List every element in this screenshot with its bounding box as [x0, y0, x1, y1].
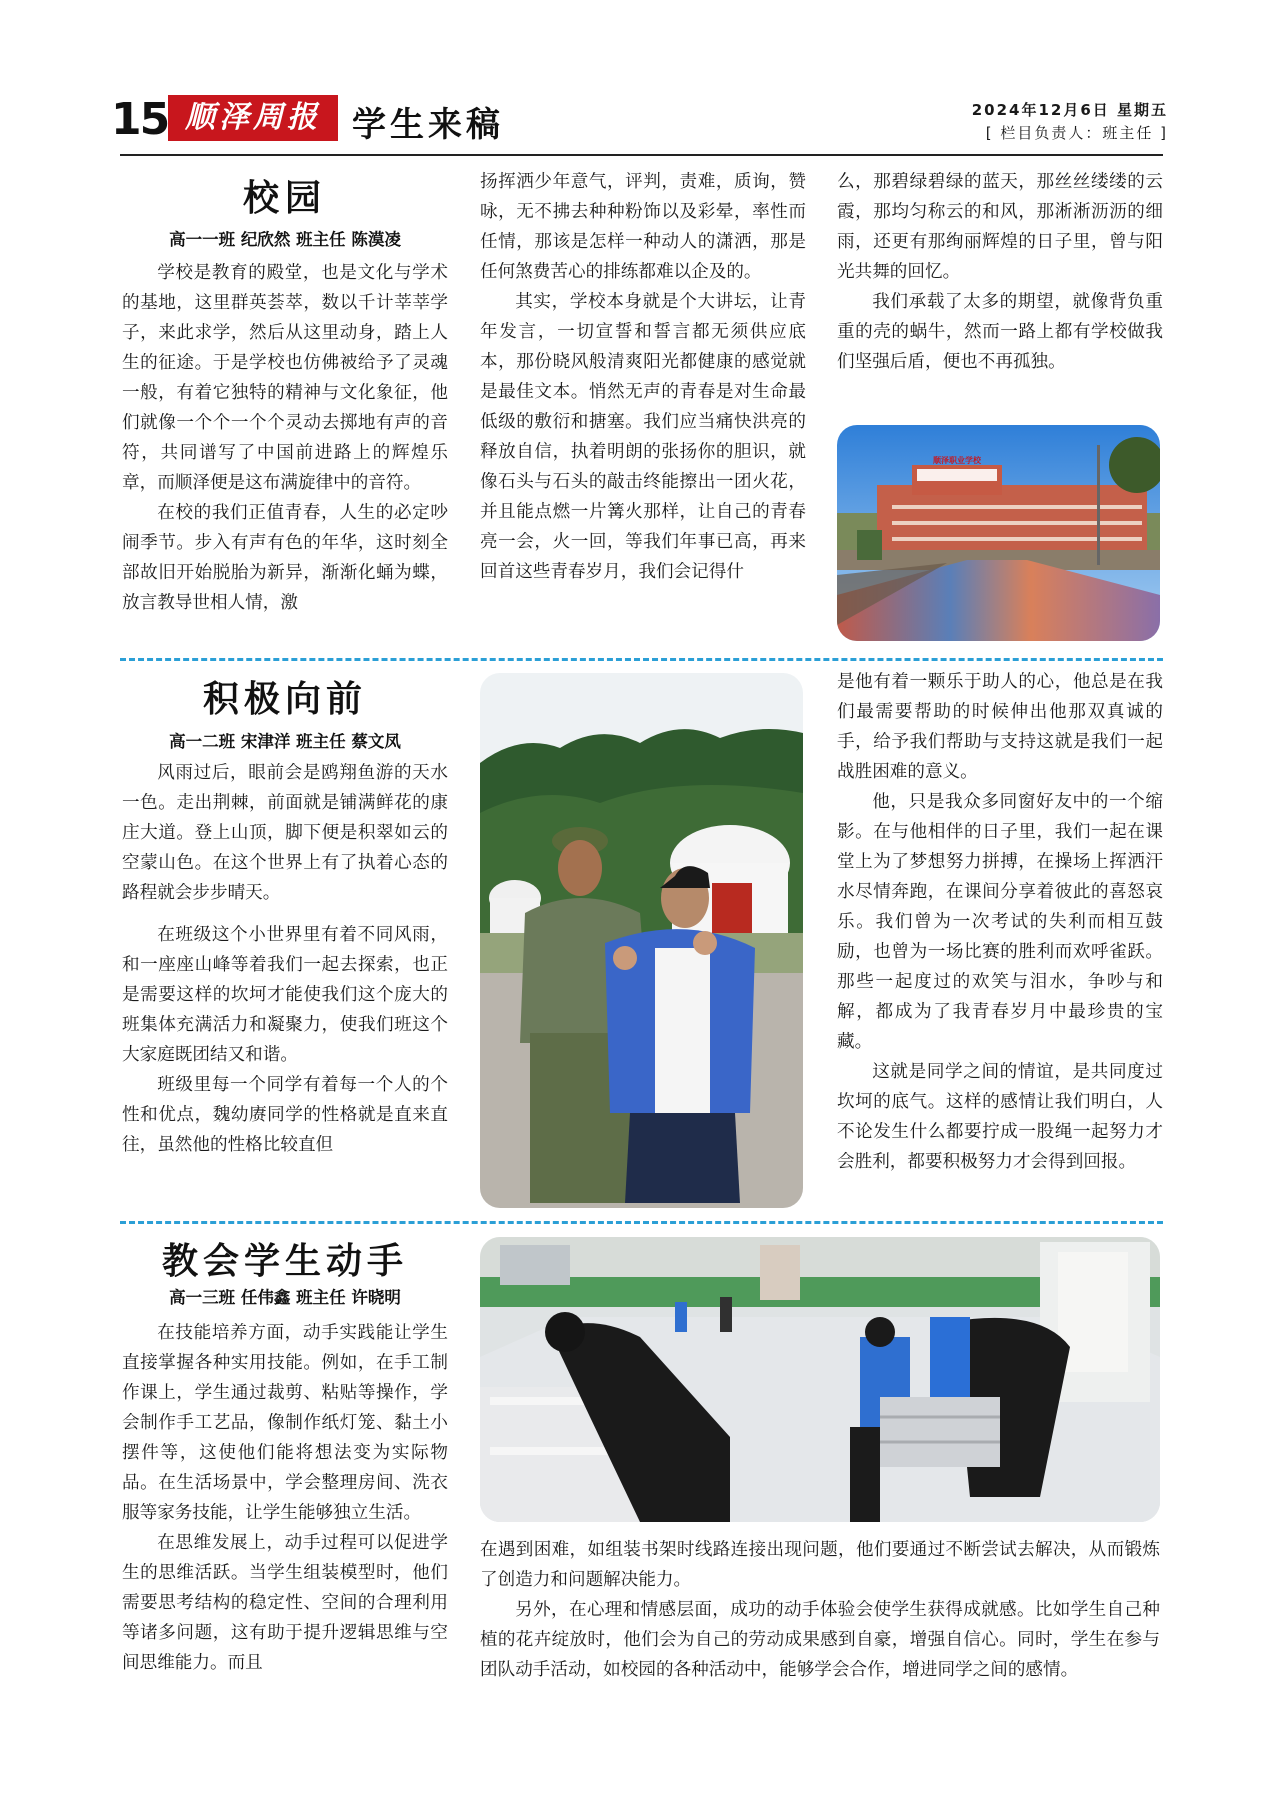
article-3-column-2: [480, 1535, 1160, 1685]
section-title: 学生来稿: [352, 105, 504, 145]
paragraph: 在思维发展上，动手过程可以促进学生的思维活跃。当学生组装模型时，他们需要思考结构的稳定性、空间的合理利用等诸多问题，这有助于提升逻辑思维与空间思维能力。而且: [122, 1533, 448, 1673]
paragraph: 在遇到困难，如组装书架时线路连接出现问题，他们要通过不断尝试去解决，从而锻炼了创造力和问题解决能力。: [480, 1540, 1160, 1590]
article-2-byline: 高一二班 宋津洋 班主任 蔡文凤: [169, 732, 401, 751]
paragraph: 在班级这个小世界里有着不同风雨，和一座座山峰等着我们一起去探索，也正是需要这样的坎坷才能使我们这个庞大的班集体充满活力和凝聚力，使我们班这个大家庭既团结又和谐。: [122, 925, 448, 1065]
paragraph: 其实，学校本身就是个大讲坛，让青年发言，一切宣誓和誓言都无须供应底本，那份晓风般清爽阳光都健康的感觉就是最佳文本。悄然无声的青春是对生命最低级的敷衍和搪塞。我们应当痛快洪亮的释放自信，执着明朗的张扬你的胆识，就像石头与石头的敲击终能擦出一团火花，并且能点燃一片篝火那样，让自己的青春亮一会，火一回，等我们年事已高，再来回首这些青春岁月，我们会记得什: [480, 292, 806, 582]
article-3-column-1: [122, 1318, 448, 1678]
paragraph: 么，那碧绿碧绿的蓝天，那丝丝缕缕的云霞，那均匀称云的和风，那淅淅沥沥的细雨，还更有那绚丽辉煌的日子里，曾与阳光共舞的回忆。: [837, 172, 1163, 282]
header-rule: [120, 154, 1163, 156]
article-1-column-1: [122, 258, 448, 618]
article-1-column-2: [480, 167, 806, 587]
section-divider: [120, 1221, 1163, 1224]
section-divider: [120, 658, 1163, 661]
paragraph: 在技能培养方面，动手实践能让学生直接掌握各种实用技能。例如，在手工制作课上，学生通过裁剪、粘贴等操作，学会制作手工艺品，像制作纸灯笼、黏土小摆件等，这使他们能将想法变为实际物品。在生活场景中，学会整理房间、洗衣服等家务技能，让学生能够独立生活。: [122, 1323, 448, 1523]
article-1-byline: 高一一班 纪欣然 班主任 陈漠凌: [169, 230, 401, 249]
paragraph: 学校是教育的殿堂，也是文化与学术的基地，这里群英荟萃，数以千计莘莘学子，来此求学，然后从这里动身，踏上人生的征途。于是学校也仿佛被给予了灵魂一般，有着它独特的精神与文化象征，他们就像一个个一个个灵动去掷地有声的音符，共同谱写了中国前进路上的辉煌乐章，而顺泽便是这布满旋律中的音符。: [122, 263, 448, 493]
paragraph: 风雨过后，眼前会是鸥翔鱼游的天水一色。走出荆棘，前面就是铺满鲜花的康庄大道。登上山顶，脚下便是积翠如云的空蒙山色。在这个世界上有了执着心态的路程就会步步晴天。: [122, 763, 448, 903]
paragraph: 扬挥洒少年意气，评判，责难，质询，赞咏，无不拂去种种粉饰以及彩晕，率性而任情，那该是怎样一种动人的潇洒，那是任何煞费苦心的排练都难以企及的。: [480, 172, 806, 282]
article-3-byline: 高一三班 任伟鑫 班主任 许晓明: [169, 1288, 401, 1307]
article-1-title: 校园: [242, 178, 327, 219]
newspaper-masthead: 顺泽周报: [168, 95, 338, 141]
paragraph: 他，只是我众多同窗好友中的一个缩影。在与他相伴的日子里，我们一起在课堂上为了梦想努力拼搏，在操场上挥洒汗水尽情奔跑，在课间分享着彼此的喜怒哀乐。我们曾为一次考试的失利而相互鼓励，也曾为一场比赛的胜利而欢呼雀跃。那些一起度过的欢笑与泪水，争吵与和解，都成为了我青春岁月中最珍贵的宝藏。: [837, 792, 1163, 1052]
article-1-column-3: [837, 167, 1163, 377]
article-2-column-1: [122, 758, 448, 1160]
school-building-photo: [837, 425, 1160, 641]
article-2-column-3: [837, 667, 1163, 1177]
students-assembling-shelves-photo: [480, 1237, 1160, 1522]
student-teacher-photo: [480, 673, 803, 1208]
article-3-title: 教会学生动手: [161, 1241, 408, 1282]
paragraph: 我们承载了太多的期望，就像背负重重的壳的蜗牛，然而一路上都有学校做我们坚强后盾，便也不再孤独。: [837, 292, 1163, 372]
column-editor: [ 栏目负责人：班主任 ]: [985, 124, 1168, 142]
page-number: 15: [111, 94, 169, 145]
school-sign: 顺泽职业学校: [933, 456, 981, 465]
paragraph: 在校的我们正值青春，人生的必定吵闹季节。步入有声有色的年华，这时刻全部故旧开始脱胎为新异，渐渐化蛹为蝶，放言教导世相人情，激: [122, 503, 448, 613]
paragraph: 这就是同学之间的情谊，是共同度过坎坷的底气。这样的感情让我们明白，人不论发生什么都要拧成一股绳一起努力才会胜利，都要积极努力才会得到回报。: [837, 1062, 1163, 1172]
paragraph: 另外，在心理和情感层面，成功的动手体验会使学生获得成就感。比如学生自己种植的花卉绽放时，他们会为自己的劳动成果感到自豪，增强自信心。同时，学生在参与团队动手活动，如校园的各种活动中，能够学会合作，增进同学之间的感情。: [480, 1600, 1160, 1680]
issue-date: 2024年12月6日 星期五: [971, 101, 1168, 119]
article-2-title: 积极向前: [202, 679, 367, 720]
paragraph: 是他有着一颗乐于助人的心，他总是在我们最需要帮助的时候伸出他那双真诚的手，给予我们帮助与支持这就是我们一起战胜困难的意义。: [837, 672, 1163, 782]
paragraph: 班级里每一个同学有着每一个人的个性和优点，魏幼赓同学的性格就是直来直往，虽然他的性格比较直但: [122, 1075, 448, 1155]
